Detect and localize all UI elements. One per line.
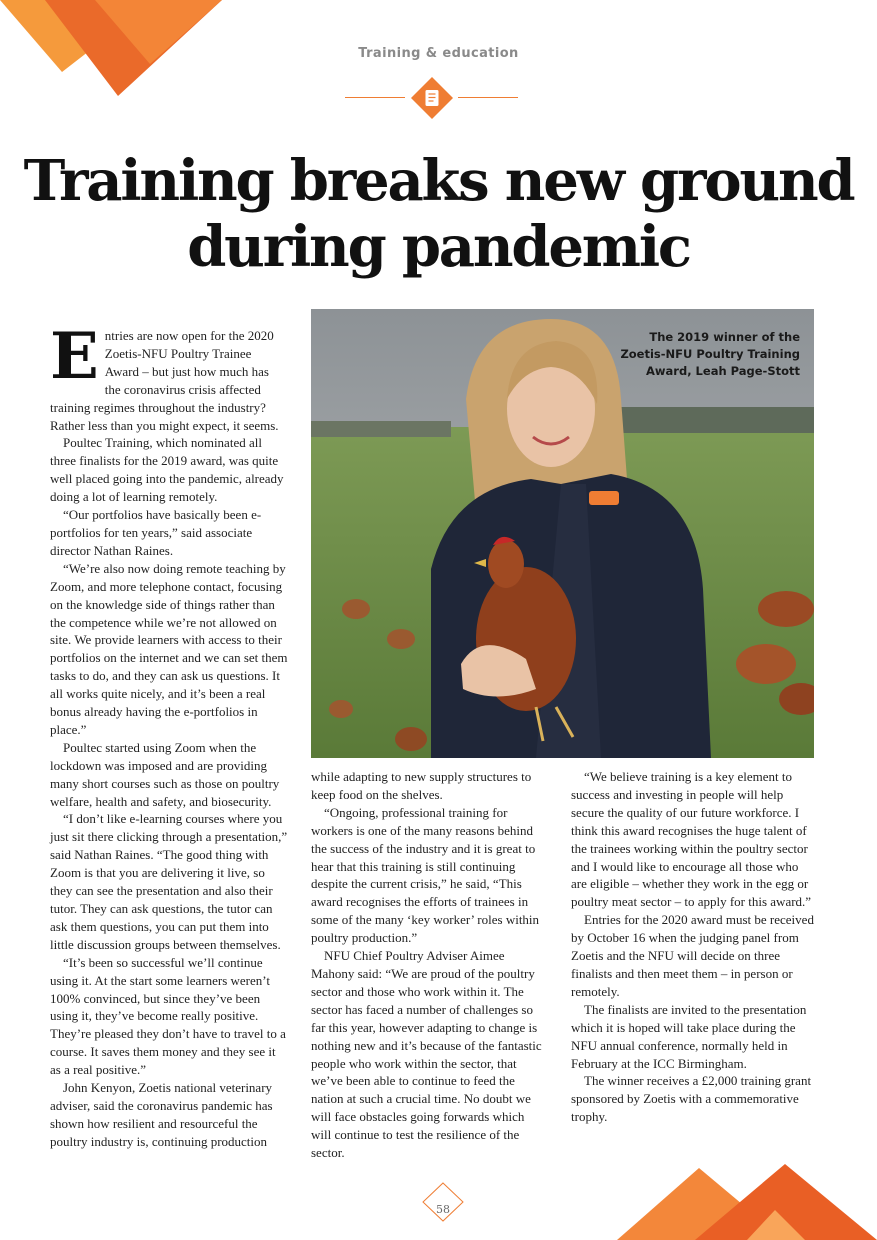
paragraph: Poultec Training, which nominated all three finalists for the 2019 award, was quite well placed going into the pandemic, already doing a lot of learning remotely. bbox=[50, 435, 284, 505]
paragraph: John Kenyon, Zoetis national veterinary adviser, said the coronavirus pandemic has shown how resilient and resourceful the poultry industry is, continuing production bbox=[50, 1080, 273, 1149]
headline: Training breaks new ground during pandemic bbox=[23, 148, 854, 280]
page-number: 58 bbox=[436, 1203, 450, 1216]
paragraph: while adapting to new supply structures to keep food on the shelves. bbox=[311, 769, 532, 802]
section-label: Training & education bbox=[358, 46, 519, 61]
paragraph: “I don’t like e-learning courses where you just sit there clicking through a presentation,” said Nathan Raines. “The good thing with Zoom is that you are delivering it live, so they can see the presentation and also their tutor. They can ask questions, the tutor can ask them questions, you can put them into little discussion groups between themselves. bbox=[50, 811, 288, 952]
article-photo bbox=[311, 309, 814, 758]
paragraph: “Ongoing, professional training for workers is one of the many reasons behind the success of the industry and it is great to hear that this training is still continuing despite the current crisis,” he said, “This award recognises the efforts of trainees in some of the many ‘key worker’ roles within poultry production.” bbox=[311, 804, 540, 946]
opening-paragraph: Entries are now open for the 2020 Zoetis-NFU Poultry Trainee Award – but just how much has the coronavirus crisis affected training regimes throughout the industry? Rather less than you might expect, it seems. bbox=[50, 319, 279, 433]
bottom-right-orange-triangles bbox=[617, 1140, 877, 1240]
page-number-diamond bbox=[414, 1182, 472, 1222]
paragraph: “Our portfolios have basically been e-portfolios for ten years,” said associate director Nathan Raines. bbox=[50, 507, 262, 558]
photo-caption: The 2019 winner of the Zoetis-NFU Poultry Training Award, Leah Page-Stott bbox=[620, 330, 800, 378]
drop-cap: E bbox=[50, 319, 99, 394]
paragraph: Entries for the 2020 award must be received by October 16 when the judging panel from Zoetis and the NFU will decide on three finalists and then meet them – in person or remotely. bbox=[571, 912, 814, 999]
paragraph: The finalists are invited to the presentation which it is hoped will take place during the NFU annual conference, normally held in February at the ICC Birmingham. bbox=[571, 1001, 807, 1071]
paragraph: NFU Chief Poultry Adviser Aimee Mahony said: “We are proud of the poultry sector and those who work within it. The sector has faced a number of challenges so far this year, however adapting to change is nothing new and it’s because of the fantastic people who work within the sector, that we’ve been able to continue to feed the nation at such a crucial time. No doubt we will face obstacles going forwards which will continue to test the resilience of the sector. bbox=[311, 948, 542, 1161]
document-icon bbox=[410, 76, 454, 120]
paragraph: “It’s been so successful we’ll continue using it. At the start some learners weren’t 100% convinced, but since they’ve been using it, they’ve become really positive. They’re pleased they don’t have to travel to a course. It saves them money and they see it as a real positive.” bbox=[50, 954, 286, 1078]
paragraph: “We’re also now doing remote teaching by Zoom, and more telephone contact, focusing on the knowledge side of things rather than the competence while we’re not allowed on site. We provide learners with access to their portfolios on the internet and we can set them tasks to do, and they can ask us questions. It all works quite nicely, and it’s been a real bonus already having the e-portfolios in place.” bbox=[50, 560, 288, 737]
header-rule-right bbox=[458, 97, 518, 98]
paragraph: Poultec started using Zoom when the lockdown was imposed and are providing many short courses such as those on poultry welfare, health and safety, and biosecurity. bbox=[50, 739, 280, 809]
paragraph: The winner receives a £2,000 training grant sponsored by Zoetis with a commemorative trophy. bbox=[571, 1073, 812, 1125]
article-column-2 bbox=[311, 768, 547, 1162]
article-column-3 bbox=[571, 768, 815, 1126]
article-column-1 bbox=[50, 319, 288, 1151]
header-rule-left bbox=[345, 97, 405, 98]
paragraph: “We believe training is a key element to success and investing in people will help secure the quality of our future workforce. I think this award recognises the huge talent of the trainees working within the poultry sector and I would like to encourage all those who are eligible – whether they work in the egg or poultry meat sector – to apply for this award.” bbox=[571, 769, 812, 910]
